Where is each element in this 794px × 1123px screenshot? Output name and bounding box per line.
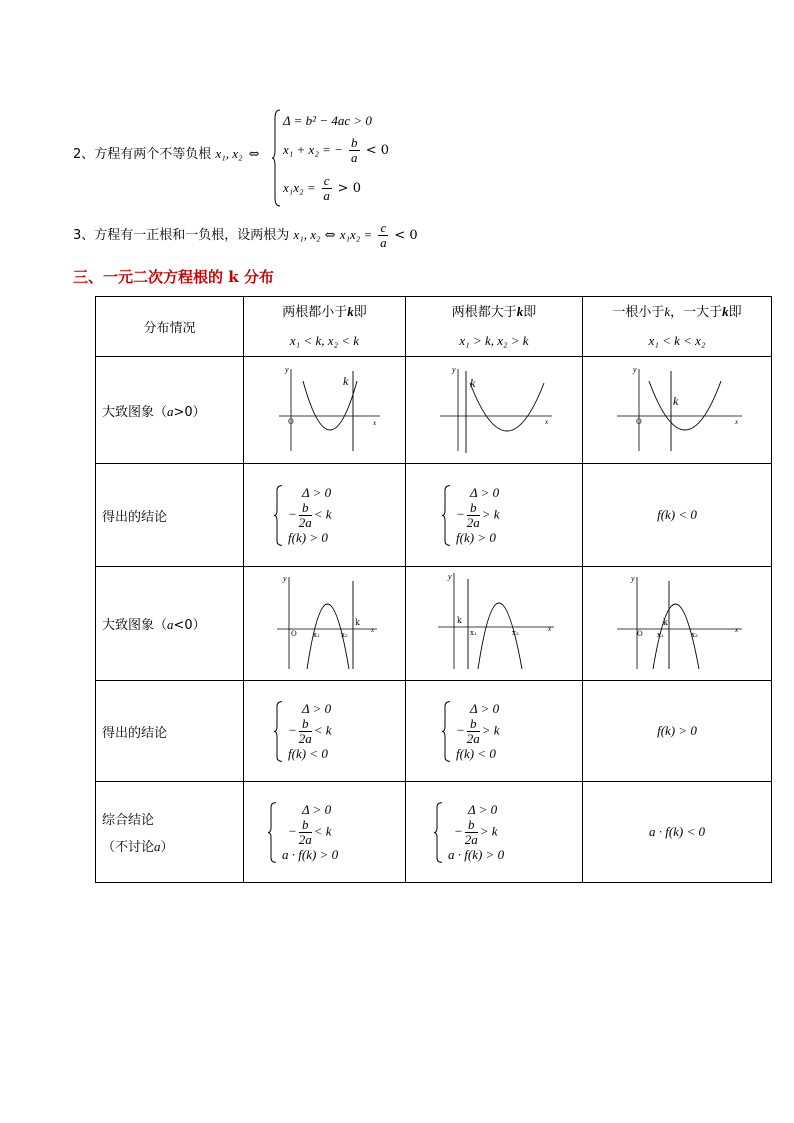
svg-text:y: y [284, 364, 289, 374]
item3-frac: $\frac{c}{a}$ [380, 220, 387, 250]
pos-conc-label: 得出的结论 [96, 464, 244, 567]
item2-brace [272, 108, 282, 208]
item-3 [73, 221, 418, 250]
row-neg-conc [96, 681, 772, 782]
heading-k: k [228, 268, 239, 286]
svg-text:x: x [544, 417, 548, 426]
svg-text:y: y [451, 364, 456, 374]
svg-text:x: x [370, 626, 374, 634]
cond2-right: < 0 [365, 143, 389, 158]
cond2-left: x₁ + x₂ = − [283, 142, 343, 157]
sys-pos-c2: Δ > 0 − $\frac{b}{2a}$ > k f(k) > 0 [442, 485, 500, 546]
header-c3: 一根小于k，一大于k即 x₁ < k < x₂ [583, 297, 772, 357]
graph-neg-both-greater [432, 569, 557, 674]
all-c1 [244, 782, 406, 883]
graph-neg-between [607, 569, 747, 674]
svg-text:x₁: x₁ [469, 629, 477, 637]
item2-arrow: ⇔ [248, 147, 260, 162]
graph-pos-both-less [265, 361, 385, 456]
header-c1: 两根都小于k即 x₁ < k, x₂ < k [244, 297, 406, 357]
cond3-left: x₁x₂ = [283, 180, 316, 195]
row-neg-graph [96, 567, 772, 681]
svg-text:O: O [290, 630, 297, 638]
pos-graph-c1 [244, 357, 406, 464]
distribution-table [95, 296, 772, 883]
svg-text:x₁: x₁ [657, 631, 664, 639]
all-c3: a · f(k) < 0 [583, 782, 772, 883]
svg-text:k: k [469, 375, 475, 390]
neg-conc-c3: f(k) > 0 [583, 681, 772, 782]
header-row [96, 297, 772, 357]
neg-conc-label: 得出的结论 [96, 681, 244, 782]
header-c2: 两根都大于k即 x₁ > k, x₂ > k [406, 297, 583, 357]
item2-prefix: 2、方程有两个不等负根 [73, 147, 212, 162]
row-pos-conc [96, 464, 772, 567]
item3-arrow: ⇔ [324, 228, 336, 243]
pos-graph-c2 [406, 357, 583, 464]
svg-text:O: O [636, 417, 642, 426]
neg-graph-c1 [244, 567, 406, 681]
svg-text:y: y [631, 574, 635, 583]
svg-text:y: y [282, 574, 287, 583]
svg-text:x: x [735, 626, 739, 634]
pos-conc-c1 [244, 464, 406, 567]
section-heading [73, 266, 274, 287]
item2-vars: x₁, x₂ [215, 146, 243, 161]
graph-pos-between [607, 361, 747, 456]
heading-text: 三、一元二次方程根的 [73, 268, 224, 286]
svg-text:O: O [637, 630, 643, 638]
sys-all-c1: Δ > 0 − $\frac{b}{2a}$ < k a · f(k) > 0 [268, 802, 338, 863]
neg-conc-c1 [244, 681, 406, 782]
svg-text:x₂: x₂ [511, 629, 519, 637]
cond3-frac: $\frac{c}{a}$ [323, 173, 330, 203]
neg-conc-c2 [406, 681, 583, 782]
sys-neg-c2: Δ > 0 − $\frac{b}{2a}$ > k f(k) < 0 [442, 701, 500, 762]
svg-text:k: k [456, 616, 462, 625]
item3-vars: x₁, x₂ [293, 227, 321, 242]
svg-text:k: k [663, 618, 668, 627]
graph-pos-both-greater [432, 361, 557, 456]
neg-graph-label: 大致图象（a<0） [96, 567, 244, 681]
svg-text:x₂: x₂ [691, 631, 698, 639]
item3-lhs: x₁x₂ = [339, 227, 373, 242]
pos-conc-c2 [406, 464, 583, 567]
all-label: 综合结论 （不讨论a） [96, 782, 244, 883]
graph-neg-both-less [265, 569, 385, 674]
header-c0: 分布情况 [96, 297, 244, 357]
item3-prefix: 3、方程有一正根和一负根，设两根为 [73, 228, 290, 243]
row-all [96, 782, 772, 883]
heading-tail: 分布 [243, 268, 274, 286]
cond3-right: > 0 [337, 181, 361, 196]
svg-text:x₂: x₂ [340, 631, 348, 639]
svg-text:x: x [372, 418, 376, 427]
item2-cond3 [283, 174, 361, 203]
svg-text:y: y [447, 572, 452, 581]
svg-text:O: O [287, 417, 294, 426]
svg-text:x₁: x₁ [312, 631, 320, 639]
sys-neg-c1: Δ > 0 − $\frac{b}{2a}$ < k f(k) < 0 [274, 701, 332, 762]
item2-cond1: Δ = b² − 4ac > 0 [283, 113, 372, 128]
item3-rhs: < 0 [394, 228, 418, 243]
neg-graph-c2 [406, 567, 583, 681]
pos-conc-c3: f(k) < 0 [583, 464, 772, 567]
row-pos-graph [96, 357, 772, 464]
neg-graph-c3 [583, 567, 772, 681]
svg-text:k: k [354, 618, 360, 627]
item-2 [73, 143, 260, 162]
all-c2 [406, 782, 583, 883]
pos-graph-c3 [583, 357, 772, 464]
item2-cond2 [283, 136, 389, 165]
svg-text:y: y [633, 364, 637, 374]
svg-text:x: x [547, 625, 551, 633]
sys-pos-c1: Δ > 0 − $\frac{b}{2a}$ < k f(k) > 0 [274, 485, 332, 546]
svg-text:k: k [673, 393, 679, 408]
cond2-frac: $\frac{b}{a}$ [351, 135, 358, 165]
svg-text:x: x [735, 417, 739, 426]
pos-graph-label: 大致图象（a>0） [96, 357, 244, 464]
sys-all-c2: Δ > 0 − $\frac{b}{2a}$ > k a · f(k) > 0 [434, 802, 504, 863]
svg-text:k: k [342, 373, 348, 388]
